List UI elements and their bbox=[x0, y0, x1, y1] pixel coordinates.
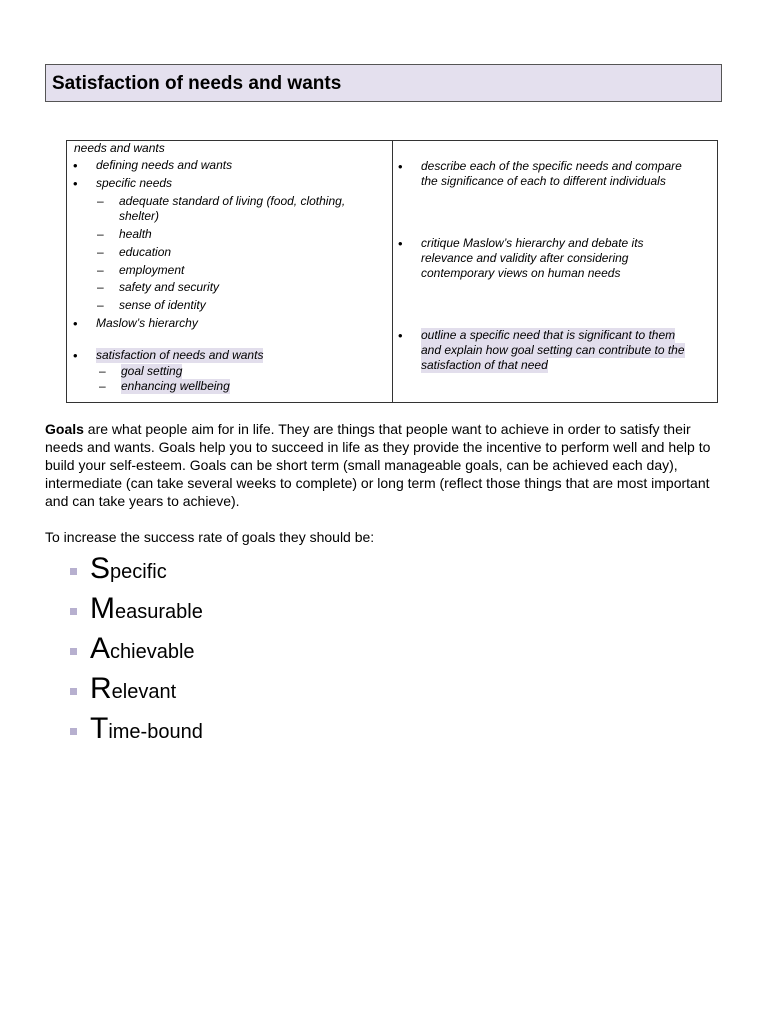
right-outcome-3-line-1: outline a specific need that is significant to them bbox=[421, 328, 676, 342]
outcomes-table bbox=[66, 140, 718, 403]
square-bullet-icon bbox=[70, 728, 77, 735]
sub-item-standard-living: adequate standard of living (food, clothing, bbox=[119, 194, 346, 208]
sub-item-standard-living-cont: shelter) bbox=[119, 209, 160, 223]
square-bullet-icon bbox=[70, 648, 77, 655]
smart-initial: R bbox=[90, 672, 112, 705]
goals-term: Goals bbox=[45, 421, 84, 437]
bullet-icon: • bbox=[73, 348, 78, 363]
right-outcome-2-line-3: contemporary views on human needs bbox=[421, 266, 621, 280]
right-outcome-3-line-2: and explain how goal setting can contribute to the bbox=[421, 343, 685, 357]
sub-item-wellbeing: enhancing wellbeing bbox=[121, 379, 230, 393]
page-title: Satisfaction of needs and wants bbox=[52, 73, 342, 94]
dash-icon: – bbox=[97, 280, 104, 294]
left-item-defining: defining needs and wants bbox=[96, 158, 233, 172]
smart-word bbox=[90, 552, 167, 586]
right-outcome-2-line-1: critique Maslow’s hierarchy and debate its bbox=[421, 236, 644, 250]
dash-icon: – bbox=[97, 263, 104, 277]
smart-initial: S bbox=[90, 552, 111, 585]
sub-item-safety: safety and security bbox=[119, 280, 220, 294]
bullet-icon: • bbox=[398, 236, 403, 251]
left-item-satisfaction: satisfaction of needs and wants bbox=[96, 348, 264, 362]
smart-rest: chievable bbox=[110, 641, 195, 663]
title-box bbox=[45, 64, 722, 102]
right-outcome-1-line-1: describe each of the specific needs and compare bbox=[421, 159, 682, 173]
square-bullet-icon bbox=[70, 688, 77, 695]
column-divider bbox=[392, 141, 393, 402]
dash-icon: – bbox=[97, 245, 104, 259]
smart-word bbox=[90, 672, 176, 706]
left-item-specific-needs: specific needs bbox=[96, 176, 173, 190]
smart-intro: To increase the success rate of goals they should be: bbox=[45, 529, 375, 545]
square-bullet-icon bbox=[70, 568, 77, 575]
square-bullet-icon bbox=[70, 608, 77, 615]
dash-icon: – bbox=[97, 194, 104, 208]
smart-word bbox=[90, 592, 203, 626]
sub-item-health: health bbox=[119, 227, 152, 241]
smart-word bbox=[90, 712, 203, 746]
right-outcome-2-line-2: relevance and validity after considering bbox=[421, 251, 629, 265]
dash-icon: – bbox=[97, 227, 104, 241]
sub-item-education: education bbox=[119, 245, 172, 259]
smart-initial: A bbox=[90, 632, 111, 665]
bullet-icon: • bbox=[73, 158, 78, 173]
smart-rest: ime-bound bbox=[108, 721, 203, 743]
sub-item-identity: sense of identity bbox=[119, 298, 206, 312]
bullet-icon: • bbox=[73, 176, 78, 191]
bullet-icon: • bbox=[398, 328, 403, 343]
smart-rest: elevant bbox=[111, 681, 177, 703]
smart-initial: T bbox=[90, 712, 109, 745]
right-outcome-1-line-2: the significance of each to different individuals bbox=[421, 174, 666, 188]
sub-item-employment: employment bbox=[119, 263, 185, 277]
sub-item-goal-setting: goal setting bbox=[121, 364, 183, 378]
right-outcome-3-line-3: satisfaction of that need bbox=[421, 358, 548, 372]
bullet-icon: • bbox=[398, 159, 403, 174]
dash-icon: – bbox=[99, 379, 106, 393]
goals-description: are what people aim for in life. They are things that people want to achieve in order to satisfy their needs and wants. Goals help you to succeed in life as they provide the incentive to perform well and help to build your self-esteem. Goals can be short term (small manageable goals, can be achieved each day), intermediate (can take several weeks to complete) or long term (reflect those things that are most important and can take years to achieve). bbox=[45, 421, 711, 509]
bullet-icon: • bbox=[73, 316, 78, 331]
smart-rest: pecific bbox=[110, 561, 167, 583]
left-heading: needs and wants bbox=[74, 141, 165, 155]
goals-paragraph bbox=[45, 420, 725, 510]
smart-rest: easurable bbox=[115, 601, 203, 623]
dash-icon: – bbox=[99, 364, 106, 378]
dash-icon: – bbox=[97, 298, 104, 312]
left-item-maslow: Maslow’s hierarchy bbox=[96, 316, 198, 330]
smart-word bbox=[90, 632, 195, 666]
smart-initial: M bbox=[90, 592, 115, 625]
